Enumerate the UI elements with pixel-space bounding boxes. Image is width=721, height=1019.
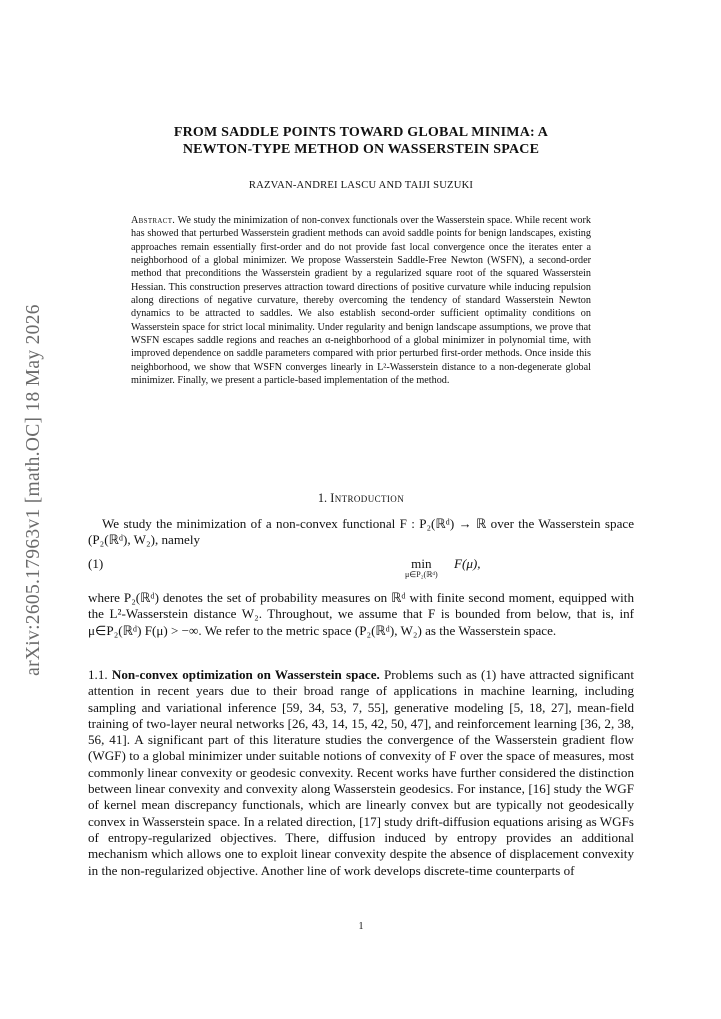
equation-function: F(μ), xyxy=(454,556,481,571)
subsection-text: Problems such as (1) have attracted significant attention in recent years due to their broad range of applications in machine learning, including sampling and variational inference [59, 34, 53, 7, 55], generative modeling [5, 18, 27], mean-field training of two-layer neural networks [26, 43, 14, 15, 42, 50, 47], and reinforcement learning [36, 2, 38, 56, 41]. A significant part of this literature studies the convergence of the Wasserstein gradient flow (WGF) to a global minimizer under suitable notions of convexity of F over the space of measures, most commonly linear convexity or geodesic convexity. Recent works have further considered the distinction between linear convexity and convexity along Wasserstein geodesics. For instance, [16] study the WGF of kernel mean discrepancy functionals, which are linearly convex but are typically not geodesically convex in Wasserstein space. In a related direction, [17] study drift-diffusion equations arising as WGFs of entropy-regularized objectives. There, diffusion induced by entropy provides an additional mechanism which allows one to exploit linear convexity despite the absence of displacement convexity in the non-regularized objective. Another line of work develops discrete-time counterparts of xyxy=(88,667,634,878)
section-number: 1. xyxy=(317,491,328,505)
intro-paragraph-1: We study the minimization of a non-convex functional F : P₂(ℝᵈ) → ℝ over the Wasserstein space (P₂(ℝᵈ), W₂), namely xyxy=(88,516,634,548)
title-line-2: NEWTON-TYPE METHOD ON WASSERSTEIN SPACE xyxy=(182,142,540,157)
authors: RAZVAN-ANDREI LASCU AND TAIJI SUZUKI xyxy=(248,180,474,191)
subsection-title: Non-convex optimization on Wasserstein space. xyxy=(111,667,380,682)
equation-number: (1) xyxy=(88,556,104,571)
page-number: 1 xyxy=(358,921,364,932)
abstract-text: We study the minimization of non-convex functionals over the Wasserstein space. While recent work has showed that perturbed Wasserstein gradient methods can avoid saddle points for benign landscapes, existing approaches remain essentially first-order and do not provide fast local convergence once the iterates enter a neighborhood of a global minimizer. We propose Wasserstein Saddle-Free Newton (WSFN), a second-order method that preconditions the Wasserstein gradient by a regularized square root of the squared Wasserstein Hessian. This construction preserves attraction toward directions of positive curvature while inducing repulsion along directions of negative curvature, thereby overcoming the tendency of standard Wasserstein Newton dynamics to be attracted to saddles. We also establish second-order sufficient optimality conditions on Wasserstein space for strict local minimality. Under regularity and benign landscape assumptions, we prove that WSFN escapes saddle regions and reaches an α-neighborhood of a global minimizer in polynomial time, with improved dependence on saddle parameters compared with prior perturbed first-order methods. Once inside this neighborhood, we show that WSFN converges linearly in L²-Wasserstein distance to a non-degenerate global minimizer. Finally, we present a particle-based implementation of the method. xyxy=(131,215,591,387)
subsection-paragraph xyxy=(88,667,634,879)
equation-min-operator: min xyxy=(411,556,432,571)
arxiv-sidebar-stamp xyxy=(22,280,46,700)
title-line-1: FROM SADDLE POINTS TOWARD GLOBAL MINIMA: A xyxy=(173,125,549,140)
abstract-label: Abstract. xyxy=(131,215,176,226)
section-heading xyxy=(88,491,634,506)
equation-min xyxy=(405,556,438,579)
subsection-number: 1.1. xyxy=(88,667,108,682)
arxiv-id: arXiv:2605.17963v1 [math.OC] 18 May 2026 xyxy=(23,304,44,676)
paper-title xyxy=(88,124,634,158)
equation-1 xyxy=(88,556,634,590)
section-title: Introduction xyxy=(330,491,405,505)
intro-paragraph-2: where P₂(ℝᵈ) denotes the set of probability measures on ℝᵈ with finite second moment, equipped with the L²-Wasserstein distance W₂. Throughout, we assume that F is bounded from below, that is, inf μ∈P₂(ℝᵈ) F(μ) > −∞. We refer to the metric space (P₂(ℝᵈ), W₂) as the Wasserstein space. xyxy=(88,590,634,638)
abstract xyxy=(131,214,591,387)
equation-min-subscript: μ∈P₂(ℝᵈ) xyxy=(405,570,438,579)
